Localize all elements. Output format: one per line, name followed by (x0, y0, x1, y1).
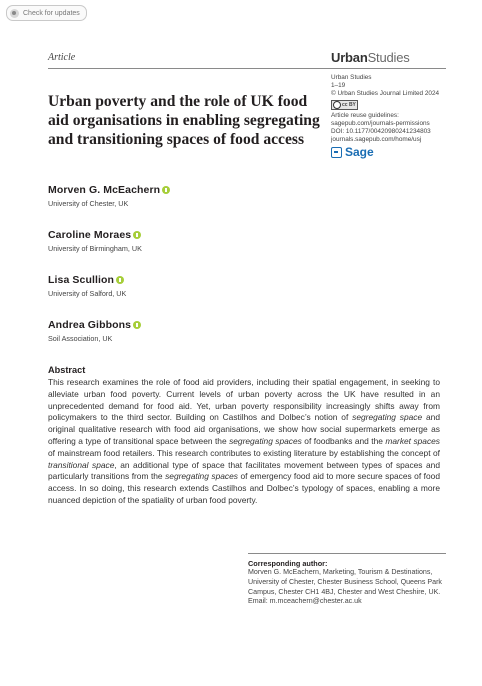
orcid-icon[interactable] (133, 321, 141, 329)
corresponding-details (248, 568, 448, 607)
check-for-updates-label: Check for updates (23, 9, 80, 17)
author-name (48, 184, 170, 196)
brand-urban: Urban (331, 50, 368, 65)
journal-meta (331, 74, 451, 158)
abstract-text: and original qualitative research with food aid organisations, we show how social supermarkets emerge as offering a type of transitional space between the (48, 412, 440, 446)
orcid-icon[interactable] (162, 186, 170, 194)
abstract-text: of mainstream food retailers. This research contributes to existing literature by establishing the concept of (48, 447, 440, 458)
header-rule (48, 68, 446, 69)
abstract-body (48, 377, 440, 507)
journal-brand (331, 50, 410, 65)
meta-reuse: Article reuse guidelines: (331, 111, 399, 119)
meta-doi[interactable]: DOI: 10.1177/00420980241234803 (331, 128, 431, 136)
meta-journal: Urban Studies (331, 74, 372, 81)
author-name-text: Andrea Gibbons (48, 319, 132, 331)
author-name (48, 274, 124, 286)
abstract-emphasis: market spaces (385, 435, 440, 446)
cc-license-text: cc BY (342, 101, 356, 108)
author-affiliation: University of Chester, UK (48, 199, 129, 208)
author-name (48, 229, 141, 241)
cc-license-badge[interactable] (331, 100, 358, 110)
abstract-emphasis: transitional space (48, 459, 115, 470)
abstract-text: of foodbanks and the (301, 435, 386, 446)
author-name-text: Morven G. McEachern (48, 184, 161, 196)
author-affiliation: University of Salford, UK (48, 289, 127, 298)
abstract-heading: Abstract (48, 365, 86, 375)
meta-homepage-link[interactable]: journals.sagepub.com/home/usj (331, 136, 422, 144)
author-name-text: Caroline Moraes (48, 229, 132, 241)
abstract-text: This research examines the role of food aid providers, including their spatial engagement, in seeking to alleviate urban food poverty. Current levels of urban poverty across the UK have resulted in an unprecedented demand for food aid. Yet, urban poverty responsibility increasingly shifts away from policymakers to the third sector. Building on Castilhos and Dolbec’s notion of (48, 377, 440, 423)
author-name-text: Lisa Scullion (48, 274, 115, 286)
abstract-text: of emergency food aid to more secure spaces of food access. In so doing, this research extends Castilhos and Dolbec’s typology of spaces, enabling a more nuanced depiction of the spatiality of urban food poverty. (48, 471, 440, 505)
meta-copyright: © Urban Studies Journal Limited 2024 (331, 90, 440, 98)
crossmark-icon (10, 9, 19, 18)
meta-pages: 1–19 (331, 82, 346, 90)
abstract-emphasis: segregating spaces (229, 435, 302, 446)
publisher-name: Sage (345, 145, 374, 160)
corresponding-address: Morven G. McEachern, Marketing, Tourism & Destinations, University of Chester, Chester Business School, Queens Park Campus, Chester CH1 4BJ, Chester and West Cheshire, UK. (248, 568, 442, 596)
publisher-logo (331, 147, 451, 158)
corresponding-heading: Corresponding author: (248, 559, 328, 568)
author-affiliation: University of Birmingham, UK (48, 244, 142, 253)
brand-studies: Studies (367, 50, 410, 65)
orcid-icon[interactable] (133, 231, 141, 239)
corresponding-email[interactable]: Email: m.mceachern@chester.ac.uk (248, 597, 362, 606)
cc-icon (333, 101, 341, 109)
author-affiliation: Soil Association, UK (48, 334, 113, 343)
sage-logo-icon (331, 147, 342, 158)
meta-permissions-link[interactable]: sagepub.com/journals-permissions (331, 120, 430, 128)
abstract-emphasis: segregating space (352, 412, 423, 423)
abstract-emphasis: segregating spaces (165, 471, 238, 482)
author-name (48, 319, 141, 331)
article-type-label: Article (48, 52, 76, 63)
check-for-updates-badge[interactable] (6, 5, 87, 21)
abstract-text: , an additional type of space that facilitates movement between types of spaces and particularly transitions from the (48, 459, 440, 482)
corresponding-rule (248, 553, 446, 554)
article-title: Urban poverty and the role of UK food aid organisations in enabling segregating and transitioning spaces of food access (48, 93, 320, 148)
orcid-icon[interactable] (116, 276, 124, 284)
